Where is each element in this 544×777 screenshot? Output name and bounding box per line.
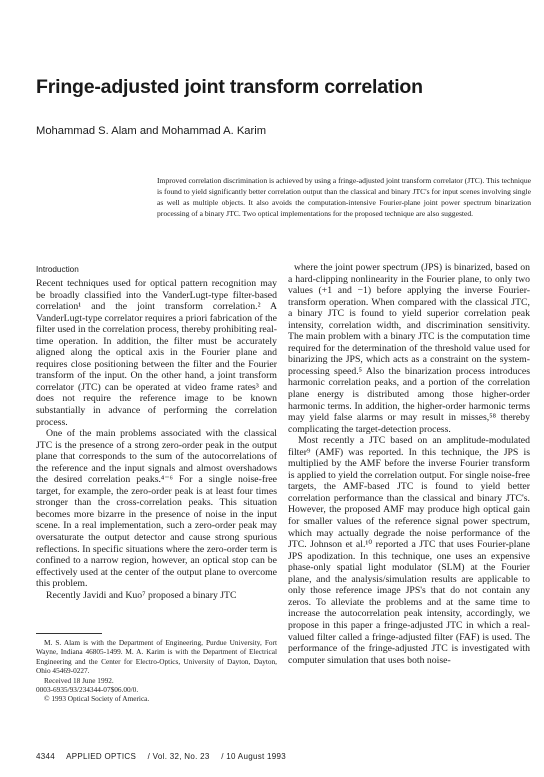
journal-name: APPLIED OPTICS	[66, 752, 137, 761]
volume-issue: / Vol. 32, No. 23	[147, 752, 210, 761]
left-column	[36, 262, 277, 601]
footnote-block	[36, 633, 277, 704]
page-footer	[36, 752, 530, 761]
paragraph: One of the main problems associated with the classical JTC is the presence of a strong zero-order peak in the output plane that corresponds to the sum of the autocorrelations of the reference and the input signals and almost overshadows the desired correlation peaks.⁴⁻⁶ For a single noise-free target, for example, the zero-order peak is at least four times stronger than the cross-correlation peaks. This situation becomes more bizarre in the presence of noise in the input scene. In a real implementation, such a zero-order peak may oversaturate the output detector and cause strong spurious reflections. In specific situations where the zero-order term is confined to a narrow region, however, an optical stop can be effectively used at the center of the output plane to overcome this problem.	[36, 428, 277, 590]
copyright-notice: © 1993 Optical Society of America.	[44, 694, 150, 704]
author-affiliation: M. S. Alam is with the Department of Engineering, Purdue University, Fort Wayne, Indiana 46805-1499. M. A. Karim is with the Department of Electrical Engineering and the Center for Electro-Optics, University of Dayton, Dayton, Ohio 45469-0227.	[36, 638, 277, 676]
paper-title: Fringe-adjusted joint transform correlation	[36, 76, 423, 98]
section-heading-introduction: Introduction	[36, 265, 79, 274]
article-code: 0003-6935/93/234344-07$06.00/0.	[36, 685, 139, 695]
received-date: Received 18 June 1992.	[44, 675, 114, 685]
author-line: Mohammad S. Alam and Mohammad A. Karim	[36, 125, 267, 137]
right-column	[288, 262, 530, 666]
paragraph: Recent techniques used for optical pattern recognition may be broadly classified into the VanderLugt-type filter-based correlation¹ and the joint transform correlation.² A VanderLugt-type correlator requires a priori fabrication of the filter used in the correlation process, thereby prohibiting real-time operation. In addition, the filter must be accurately aligned along the optical axis in the Fourier plane and requires close positioning between the filter and the Fourier transform of the input. On the other hand, a joint transform correlator (JTC) can be operated at video frame rates³ and does not require the reference image to be known substantially in advance of performing the correlation process.	[36, 278, 277, 428]
paragraph: Recently Javidi and Kuo⁷ proposed a binary JTC	[46, 589, 237, 601]
paragraph: Most recently a JTC based on an amplitude-modulated filter⁹ (AMF) was reported. In this technique, the JPS is multiplied by the AMF before the inverse Fourier transform is applied to yield the correlation output. For single noise-free targets, the AMF-based JTC is found to yield better correlation performance than the classical and binary JTC's. However, the proposed AMF may produce high optical gain for smaller values of the reference signal power spectrum, which may actually degrade the noise performance of the JTC. Johnson et al.¹⁰ reported a JTC that uses Fourier-plane JPS apodization. In this technique, one uses an expensive phase-only spatial light modulator (SLM) at the Fourier plane, and the analysis/simulation results are applicable to only those reference image JPS's that do not contain any zeros. To alleviate the problems and at the same time to increase the autocorrelation peak intensity, accordingly, we propose in this paper a fringe-adjusted JTC in which a real-valued filter called a fringe-adjusted filter (FAF) is used. The performance of the fringe-adjusted JTC is investigated with computer simulation that uses both noise-	[288, 435, 530, 666]
issue-date: / 10 August 1993	[221, 752, 287, 761]
page-number: 4344	[36, 752, 55, 761]
footnote-divider	[36, 633, 102, 634]
paragraph: where the joint power spectrum (JPS) is binarized, based on a hard-clipping nonlinearity in the Fourier plane, to only two values (+1 and −1) before applying the inverse Fourier-transform operation. When compared with the classical JTC, a binary JTC is found to yield superior correlation peak intensity, correlation width, and discrimination sensitivity. The main problem with a binary JTC is the computation time required for the determination of the threshold value used for binarizing the JPS, which acts as a constraint on the system-processing speed.⁵ Also the binarization process introduces harmonic correlation peaks, and a portion of the correlation plane energy is distributed among those higher-order harmonic terms. In addition, the higher-order harmonic terms may yield false alarms or may result in misses,⁵⁸ thereby complicating the target-detection process.	[288, 262, 530, 435]
abstract: Improved correlation discrimination is achieved by using a fringe-adjusted joint transform correlator (JTC). This technique is found to yield significantly better correlation output than the classical and binary JTC's for input scenes involving single as well as multiple objects. It also avoids the computation-intensive Fourier-plane joint power spectrum binarization processing of a binary JTC. Two optical implementations for the proposed technique are also suggested.	[157, 176, 531, 219]
